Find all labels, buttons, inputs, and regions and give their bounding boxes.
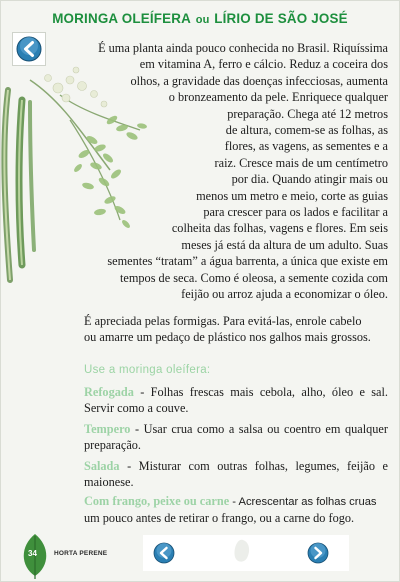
title-alt: LÍRIO DE SÃO JOSÉ — [214, 11, 348, 26]
use-term: Com frango, peixe ou carne — [84, 494, 230, 508]
text-line: em vitamina A, ferro e cálcio. Reduz a coceira dos — [139, 57, 388, 72]
use-desc-continued: um pouco antes de retirar o frango, ou a carne do fogo. — [84, 511, 355, 526]
use-term: Tempero — [84, 422, 131, 436]
title-main: MORINGA OLEÍFERA — [52, 11, 192, 26]
text-line: menos um metro e meio, corte as guias — [196, 188, 388, 203]
next-arrow-icon[interactable] — [307, 542, 329, 564]
use-desc: - Folhas frescas mais cebola, alho, óleo e sal. Servir como a couve. — [84, 385, 388, 416]
text-line: É apreciada pelas formigas. Para evitá-las, enrole cabelo — [84, 314, 362, 328]
page-shape-icon — [231, 538, 253, 564]
text-line: meses já está da altura de um adulto. Suas — [181, 237, 388, 252]
use-desc: - Misturar com outras folhas, legumes, feijão e maionese. — [84, 459, 388, 490]
uses-heading: Use a moringa oleífera: — [84, 364, 211, 376]
text-line: por dia. Quando atingir mais ou — [231, 172, 388, 187]
text-line: raiz. Cresce mais de um centímetro — [214, 155, 388, 170]
use-term: Refogada — [84, 385, 134, 399]
ants-paragraph — [84, 313, 388, 346]
text-line: ou amarre um pedaço de plástico nos galhos mais grossos. — [84, 330, 371, 345]
page-navigation — [143, 535, 349, 571]
page-number: 34 — [28, 549, 37, 558]
use-item — [84, 458, 388, 491]
text-line: sementes “tratam” a água barrenta, a única que existe em — [107, 254, 388, 269]
use-item — [84, 384, 388, 417]
use-item — [84, 421, 388, 454]
text-line: para crescer para os lados e facilitar a — [203, 205, 388, 220]
use-desc: - Usar crua como a salsa ou coentro em qualquer preparação. — [84, 422, 388, 453]
title-conj: ou — [195, 14, 210, 26]
text-line: tempos de seca. Como é oleosa, a semente cozida com — [119, 270, 388, 285]
text-line: de altura, comem-se as folhas, as — [225, 123, 388, 138]
text-line: colheita das folhas, vagens e flores. Em seis — [171, 221, 388, 236]
page-title — [0, 10, 400, 28]
text-line: É uma planta ainda pouco conhecida no Brasil. Riquíssima — [98, 41, 388, 55]
use-term: Salada — [84, 459, 120, 473]
text-line: o bronzeamento da pele. Enriquece qualquer — [168, 90, 388, 105]
use-item — [84, 493, 388, 527]
prev-arrow-icon[interactable] — [153, 542, 175, 564]
text-line: flores, as vagens, as sementes e a — [224, 139, 388, 154]
text-line: feijão ou arroz ajuda a economizar o óleo. — [181, 287, 388, 302]
text-line: preparação. Chega até 12 metros — [227, 106, 388, 121]
description-paragraph — [98, 40, 388, 303]
text-line: olhos, a gravidade das doenças infecciosas, aumenta — [130, 73, 388, 88]
book-title: HORTA PERENE — [54, 550, 108, 557]
use-desc: - Acrescentar as folhas cruas — [229, 496, 377, 508]
